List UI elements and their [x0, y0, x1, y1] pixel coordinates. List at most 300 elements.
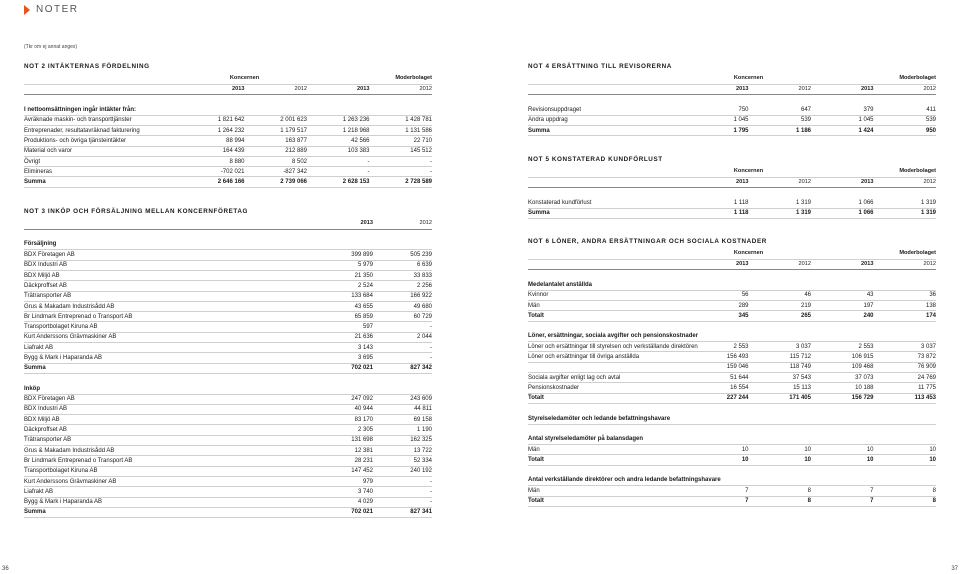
row-label [24, 229, 314, 239]
row-value: 7 [686, 496, 749, 506]
row-value: 2 728 589 [370, 177, 433, 187]
row-label [528, 270, 686, 280]
row-value [749, 280, 812, 290]
row-value: 539 [874, 115, 937, 125]
row-label: Bygg & Mark i Haparanda AB [24, 497, 314, 507]
row-value: 1 045 [811, 115, 874, 125]
row-value: 219 [749, 300, 812, 310]
table-row [24, 312, 432, 322]
row-value: 163 877 [245, 136, 308, 146]
row-value [874, 403, 937, 413]
table-row [24, 115, 432, 125]
row-value: 21 350 [314, 270, 373, 280]
note-5-table [528, 167, 936, 219]
table-row [24, 167, 432, 177]
table-row [24, 260, 432, 270]
row-label: Transportbolaget Kiruna AB [24, 466, 314, 476]
row-value [749, 414, 812, 424]
row-value: 174 [874, 311, 937, 321]
row-value: 10 [811, 445, 874, 455]
table-row [528, 424, 936, 434]
row-value: 1 264 232 [182, 125, 245, 135]
year-header: 2013 [307, 84, 370, 94]
note-4-section [528, 64, 936, 136]
row-value: 16 554 [686, 383, 749, 393]
year-header: 2013 [686, 259, 749, 269]
note-4-table [528, 74, 936, 136]
row-value: 411 [874, 105, 937, 115]
row-value: - [307, 156, 370, 166]
row-value: 1 428 781 [370, 115, 433, 125]
row-value: 164 439 [182, 146, 245, 156]
row-value: 2 524 [314, 281, 373, 291]
row-value: 197 [811, 300, 874, 310]
row-value: 156 729 [811, 393, 874, 403]
row-value [874, 414, 937, 424]
row-value: 138 [874, 300, 937, 310]
row-label: BDX Miljö AB [24, 270, 314, 280]
row-label: Pensionskostnader [528, 383, 686, 393]
table-row [24, 435, 432, 445]
row-value: - [370, 167, 433, 177]
table-row [528, 125, 936, 135]
row-value: 8 [874, 496, 937, 506]
year-header: 2013 [182, 84, 245, 94]
table-row [24, 487, 432, 497]
table-row [24, 425, 432, 435]
row-value [874, 424, 937, 434]
row-value: 243 609 [373, 394, 432, 404]
table-row [528, 342, 936, 352]
table-row [528, 208, 936, 218]
row-label: BDX Industri AB [24, 260, 314, 270]
row-value [307, 105, 370, 115]
row-value: - [373, 497, 432, 507]
row-value: 539 [749, 115, 812, 125]
row-label: Antal styrelseledamöter på balansdagen [528, 434, 686, 444]
row-value: 88 994 [182, 136, 245, 146]
row-value: 1 319 [874, 198, 937, 208]
row-value: 11 775 [874, 383, 937, 393]
row-value [749, 403, 812, 413]
group-moderbolaget: Moderbolaget [307, 74, 432, 84]
year-header: 2012 [373, 219, 432, 229]
row-value: 1 118 [686, 208, 749, 218]
row-value [874, 465, 937, 475]
row-label: Män [528, 300, 686, 310]
row-value [686, 270, 749, 280]
row-value: 379 [811, 105, 874, 115]
row-value [686, 414, 749, 424]
row-value [314, 240, 373, 250]
table-row [24, 363, 432, 373]
table-row [24, 384, 432, 394]
row-value: 1 424 [811, 125, 874, 135]
row-value [811, 414, 874, 424]
row-value [182, 105, 245, 115]
row-value [686, 465, 749, 475]
row-value: 247 092 [314, 394, 373, 404]
row-label: Antal verkställande direktörer och andra ledande befattningshavare [528, 476, 686, 486]
year-header: 2012 [874, 84, 937, 94]
row-value [874, 280, 937, 290]
table-row [24, 301, 432, 311]
group-koncernen: Koncernen [182, 74, 307, 84]
row-label: Grus & Makadam Industrisådd AB [24, 446, 314, 456]
group-koncernen: Koncernen [686, 249, 811, 259]
row-value: 1 263 236 [307, 115, 370, 125]
row-value [686, 424, 749, 434]
row-value: 8 502 [245, 156, 308, 166]
table-row [24, 177, 432, 187]
row-label: Inköp [24, 384, 314, 394]
row-value [314, 373, 373, 383]
row-value: 10 [749, 455, 812, 465]
table-row [24, 404, 432, 414]
row-value: 750 [686, 105, 749, 115]
table-row [528, 373, 936, 383]
year-header: 2013 [811, 177, 874, 187]
row-label: Övrigt [24, 156, 182, 166]
note-2-title: NOT 2 INTÄKTERNAS FÖRDELNING [24, 63, 150, 70]
group-moderbolaget: Moderbolaget [811, 74, 936, 84]
row-value [370, 105, 433, 115]
table-row [24, 240, 432, 250]
page-header [24, 3, 79, 17]
row-value: 37 543 [749, 373, 812, 383]
table-row [528, 321, 936, 331]
row-value [686, 321, 749, 331]
row-label: Totalt [528, 496, 686, 506]
row-value [811, 331, 874, 341]
table-row [528, 300, 936, 310]
table-row [528, 486, 936, 496]
row-label: Totalt [528, 311, 686, 321]
table-row [528, 270, 936, 280]
row-value: - [307, 167, 370, 177]
row-value: 147 452 [314, 466, 373, 476]
note-3-table [24, 219, 432, 518]
row-value: 1 319 [874, 208, 937, 218]
row-value: 13 722 [373, 446, 432, 456]
unit-note: (Tkr om ej annat anges) [24, 44, 78, 50]
row-label: BDX Industri AB [24, 404, 314, 414]
row-value: 8 [874, 486, 937, 496]
table-row [24, 415, 432, 425]
row-value: -827 342 [245, 167, 308, 177]
table-row [528, 414, 936, 424]
note-6-title: NOT 6 LÖNER, ANDRA ERSÄTTNINGAR OCH SOCIALA KOSTNADER [528, 238, 767, 245]
table-row [528, 496, 936, 506]
row-value: - [373, 476, 432, 486]
row-value [373, 229, 432, 239]
row-value: 10 [811, 455, 874, 465]
row-value [314, 229, 373, 239]
year-header: 2012 [749, 84, 812, 94]
row-label: Män [528, 445, 686, 455]
row-value: 2 305 [314, 425, 373, 435]
row-value: 1 131 586 [370, 125, 433, 135]
row-value: 702 021 [314, 507, 373, 517]
row-label [528, 465, 686, 475]
row-label: Elimineras [24, 167, 182, 177]
row-value [749, 476, 812, 486]
row-value: 3 037 [874, 342, 937, 352]
row-label: Br Lindmark Entreprenad o Transport AB [24, 312, 314, 322]
row-label: Styrelseledamöter och ledande befattningshavare [528, 414, 686, 424]
row-value: 156 493 [686, 352, 749, 362]
row-value: 37 073 [811, 373, 874, 383]
row-value: 1 795 [686, 125, 749, 135]
row-value [811, 424, 874, 434]
table-row [528, 362, 936, 372]
row-label: Summa [528, 208, 686, 218]
group-koncernen: Koncernen [686, 167, 811, 177]
table-row [24, 343, 432, 353]
row-label [528, 321, 686, 331]
row-value [686, 280, 749, 290]
row-value: -702 021 [182, 167, 245, 177]
table-row [528, 383, 936, 393]
row-value: 3 695 [314, 353, 373, 363]
row-value: 10 [686, 455, 749, 465]
table-row [528, 352, 936, 362]
row-value: 1 066 [811, 198, 874, 208]
row-value: - [373, 343, 432, 353]
row-value [373, 240, 432, 250]
row-value: 979 [314, 476, 373, 486]
table-row [24, 394, 432, 404]
row-label: Summa [24, 363, 314, 373]
row-value: 597 [314, 322, 373, 332]
row-label: Liafrakt AB [24, 487, 314, 497]
row-label: Däckproffset AB [24, 425, 314, 435]
row-value: 8 [749, 496, 812, 506]
table-row [24, 291, 432, 301]
row-label: Män [528, 486, 686, 496]
chevron-right-icon [24, 5, 30, 15]
row-value: - [370, 156, 433, 166]
row-label: Summa [528, 125, 686, 135]
row-value: 113 453 [874, 393, 937, 403]
row-value: 40 944 [314, 404, 373, 414]
table-row [24, 507, 432, 517]
year-header: 2012 [749, 259, 812, 269]
table-row [528, 105, 936, 115]
table-row [24, 466, 432, 476]
row-value: 43 655 [314, 301, 373, 311]
table-row [528, 331, 936, 341]
row-value: 24 769 [874, 373, 937, 383]
row-label [528, 362, 686, 372]
table-row [528, 198, 936, 208]
row-value [749, 434, 812, 444]
table-row [24, 281, 432, 291]
year-header: 2013 [811, 84, 874, 94]
row-value: 6 639 [373, 260, 432, 270]
table-row [528, 465, 936, 475]
row-value: 115 712 [749, 352, 812, 362]
row-value: 2 739 066 [245, 177, 308, 187]
row-value: 10 [749, 445, 812, 455]
row-value [686, 403, 749, 413]
row-value [749, 465, 812, 475]
row-value: 109 468 [811, 362, 874, 372]
row-value: 21 636 [314, 332, 373, 342]
table-row [528, 393, 936, 403]
row-value [874, 331, 937, 341]
row-value [874, 270, 937, 280]
row-value [749, 424, 812, 434]
row-label: Medelantalet anställda [528, 280, 686, 290]
table-row [24, 456, 432, 466]
row-value: 1 045 [686, 115, 749, 125]
row-label: Material och varor [24, 146, 182, 156]
row-value: 106 915 [811, 352, 874, 362]
table-row [24, 446, 432, 456]
row-value [874, 476, 937, 486]
row-value: 2 553 [811, 342, 874, 352]
row-label: Kvinnor [528, 290, 686, 300]
table-row [24, 322, 432, 332]
note-5-title: NOT 5 KONSTATERAD KUNDFÖRLUST [528, 156, 663, 163]
row-value: 103 383 [307, 146, 370, 156]
row-label: Trätransporter AB [24, 435, 314, 445]
row-value: 950 [874, 125, 937, 135]
table-row [528, 115, 936, 125]
year-header: 2013 [314, 219, 373, 229]
row-value: 1 218 968 [307, 125, 370, 135]
row-value: 2 044 [373, 332, 432, 342]
row-value: 171 405 [749, 393, 812, 403]
row-value: 73 872 [874, 352, 937, 362]
row-value: 36 [874, 290, 937, 300]
row-value: 240 [811, 311, 874, 321]
row-value: 265 [749, 311, 812, 321]
row-label: BDX Företagen AB [24, 250, 314, 260]
row-value: 46 [749, 290, 812, 300]
row-label: Löner och ersättningar till övriga anställda [528, 352, 686, 362]
row-value: 2 256 [373, 281, 432, 291]
group-moderbolaget: Moderbolaget [811, 249, 936, 259]
row-value: - [373, 353, 432, 363]
row-label [24, 373, 314, 383]
row-value: 43 [811, 290, 874, 300]
row-value: 83 170 [314, 415, 373, 425]
table-row [528, 455, 936, 465]
row-value: 15 113 [749, 383, 812, 393]
note-3-title: NOT 3 INKÖP OCH FÖRSÄLJNING MELLAN KONCERNFÖRETAG [24, 208, 249, 215]
row-label: BDX Miljö AB [24, 415, 314, 425]
table-row [528, 290, 936, 300]
row-value: 10 188 [811, 383, 874, 393]
row-label: Liafrakt AB [24, 343, 314, 353]
row-value: 5 979 [314, 260, 373, 270]
row-label: Trätransporter AB [24, 291, 314, 301]
row-value: 133 684 [314, 291, 373, 301]
row-value: 3 037 [749, 342, 812, 352]
table-row [528, 403, 936, 413]
row-value: 10 [874, 445, 937, 455]
year-header: 2012 [245, 84, 308, 94]
row-value: 8 880 [182, 156, 245, 166]
row-label: Bygg & Mark i Haparanda AB [24, 353, 314, 363]
row-value: 166 922 [373, 291, 432, 301]
table-row [24, 125, 432, 135]
row-value: 51 644 [686, 373, 749, 383]
row-value: 7 [686, 486, 749, 496]
note-6-section [528, 239, 936, 507]
row-value: 65 859 [314, 312, 373, 322]
row-value: 22 710 [370, 136, 433, 146]
year-header: 2012 [749, 177, 812, 187]
group-koncernen: Koncernen [686, 74, 811, 84]
year-header: 2013 [686, 177, 749, 187]
table-row [528, 280, 936, 290]
row-value [686, 434, 749, 444]
row-value [811, 270, 874, 280]
row-value: 2 628 153 [307, 177, 370, 187]
note-2-section [24, 64, 432, 188]
row-value: 10 [874, 455, 937, 465]
row-value: 56 [686, 290, 749, 300]
row-value: 399 899 [314, 250, 373, 260]
row-label: Br Lindmark Entreprenad o Transport AB [24, 456, 314, 466]
row-value: 44 811 [373, 404, 432, 414]
table-row [24, 476, 432, 486]
table-row [24, 250, 432, 260]
row-label: BDX Företagen AB [24, 394, 314, 404]
row-value: 1 118 [686, 198, 749, 208]
row-label: I nettoomsättningen ingår intäkter från: [24, 105, 182, 115]
table-row [24, 353, 432, 363]
note-6-table [528, 249, 936, 507]
note-5-section [528, 157, 936, 219]
row-value [874, 434, 937, 444]
page-title: NOTER [36, 4, 79, 15]
row-label: Sociala avgifter enligt lag och avtal [528, 373, 686, 383]
table-row [528, 445, 936, 455]
row-value [811, 465, 874, 475]
row-value [811, 280, 874, 290]
row-value: 827 341 [373, 507, 432, 517]
row-label: Grus & Makadam Industrisådd AB [24, 301, 314, 311]
row-value: 827 342 [373, 363, 432, 373]
row-label: Totalt [528, 393, 686, 403]
note-3-section [24, 209, 432, 518]
year-header: 2013 [811, 259, 874, 269]
row-label: Avräknade maskin- och transporttjänster [24, 115, 182, 125]
page-number-right: 37 [951, 566, 958, 572]
year-header: 2012 [370, 84, 433, 94]
row-value [749, 321, 812, 331]
row-label: Summa [24, 507, 314, 517]
row-label: Produktions- och övriga tjänsteintäkter [24, 136, 182, 146]
row-value: 7 [811, 496, 874, 506]
row-label: Försäljning [24, 240, 314, 250]
row-value [874, 321, 937, 331]
row-label: Kurt Anderssons Grävmaskiner AB [24, 332, 314, 342]
row-value: 60 729 [373, 312, 432, 322]
table-row [24, 156, 432, 166]
row-value: - [373, 487, 432, 497]
row-value: 1 179 517 [245, 125, 308, 135]
row-value [811, 434, 874, 444]
row-value: 345 [686, 311, 749, 321]
row-value: 212 889 [245, 146, 308, 156]
note-4-title: NOT 4 ERSÄTTNING TILL REVISORERNA [528, 63, 672, 70]
row-label: Däckproffset AB [24, 281, 314, 291]
